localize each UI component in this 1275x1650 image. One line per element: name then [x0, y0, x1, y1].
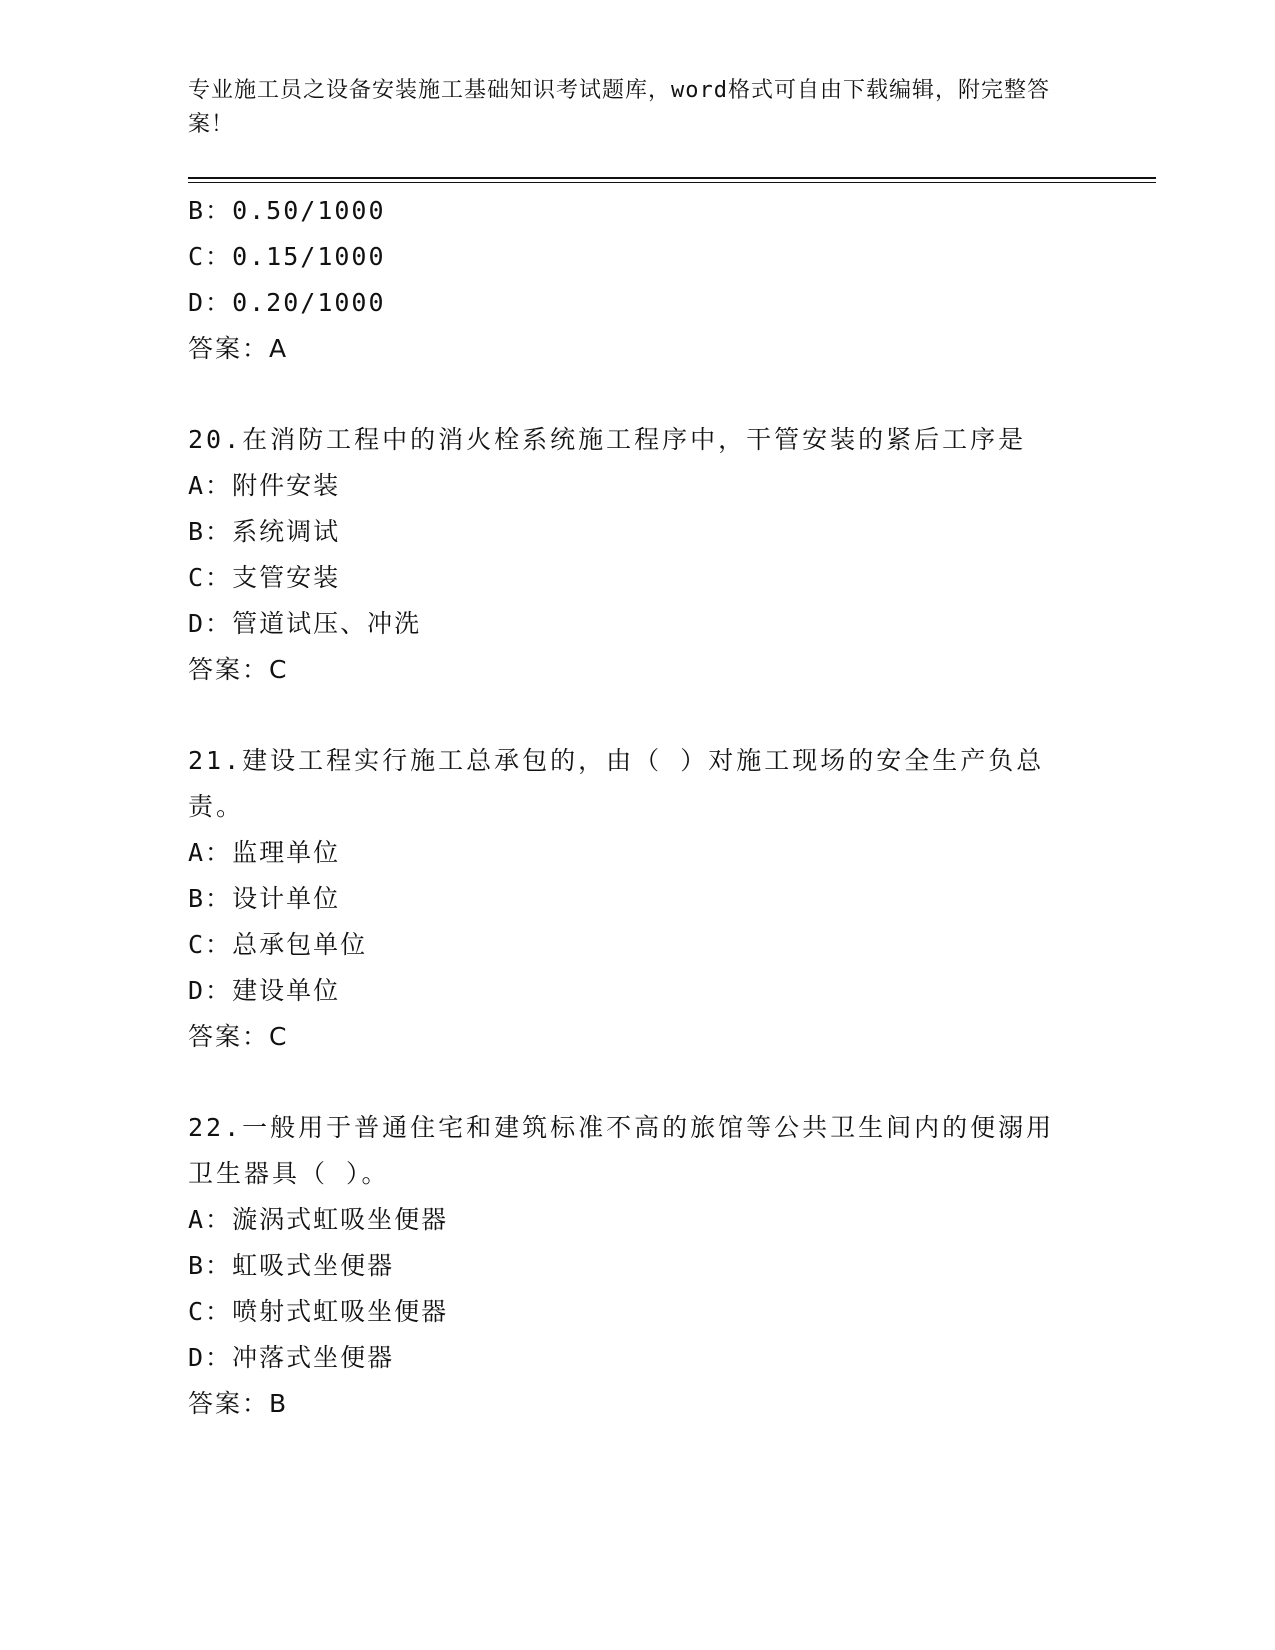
prev-question — [188, 188, 1088, 372]
question-20 — [188, 417, 1088, 693]
header-rule-thick — [188, 177, 1156, 179]
option-label: B： — [188, 517, 233, 546]
option-a — [188, 463, 1088, 509]
option-label: D： — [188, 288, 233, 317]
spacer — [188, 1060, 1088, 1105]
document-header: 专业施工员之设备安装施工基础知识考试题库，word格式可自由下载编辑，附完整答案！ — [188, 78, 1050, 137]
answer: 答案：B — [188, 1389, 289, 1418]
option-text: 0.20/1000 — [232, 288, 386, 317]
option-label: B： — [188, 196, 233, 225]
option-d — [188, 1335, 1088, 1381]
option-text: 监理单位 — [232, 838, 341, 867]
option-text: 喷射式虹吸坐便器 — [232, 1297, 449, 1326]
option-text: 冲落式坐便器 — [232, 1343, 395, 1372]
question-stem: 21.建设工程实行施工总承包的，由（ ）对施工现场的安全生产负总责。 — [188, 746, 1045, 821]
option-b — [188, 188, 1088, 234]
option-text: 虹吸式坐便器 — [232, 1251, 395, 1280]
option-text: 支管安装 — [232, 563, 341, 592]
option-text: 0.15/1000 — [232, 242, 386, 271]
question-21 — [188, 738, 1088, 1060]
question-stem: 20.在消防工程中的消火栓系统施工程序中，干管安装的紧后工序是 — [188, 425, 1027, 454]
question-stem: 22.一般用于普通住宅和建筑标准不高的旅馆等公共卫生间内的便溺用卫生器具（ ）。 — [188, 1113, 1055, 1188]
option-a — [188, 1197, 1088, 1243]
option-text: 设计单位 — [232, 884, 341, 913]
option-d — [188, 601, 1088, 647]
option-text: 附件安装 — [232, 471, 341, 500]
option-b — [188, 876, 1088, 922]
answer: 答案：C — [188, 1022, 289, 1051]
option-text: 总承包单位 — [232, 930, 368, 959]
option-label: C： — [188, 1297, 233, 1326]
option-a — [188, 830, 1088, 876]
spacer — [188, 693, 1088, 738]
option-text: 管道试压、冲洗 — [232, 609, 422, 638]
option-text: 建设单位 — [232, 976, 341, 1005]
option-d — [188, 968, 1088, 1014]
option-c — [188, 922, 1088, 968]
option-label: A： — [188, 838, 233, 867]
option-label: D： — [188, 609, 233, 638]
header-rule-thin — [188, 182, 1156, 183]
question-list — [188, 188, 1088, 1427]
option-text: 0.50/1000 — [232, 196, 386, 225]
option-d — [188, 280, 1088, 326]
option-label: C： — [188, 563, 233, 592]
option-c — [188, 555, 1088, 601]
option-label: D： — [188, 1343, 233, 1372]
option-text: 漩涡式虹吸坐便器 — [232, 1205, 449, 1234]
option-label: C： — [188, 930, 233, 959]
answer: 答案：C — [188, 655, 289, 684]
option-c — [188, 234, 1088, 280]
option-label: D： — [188, 976, 233, 1005]
answer: 答案：A — [188, 334, 289, 363]
option-b — [188, 1243, 1088, 1289]
option-b — [188, 509, 1088, 555]
option-label: B： — [188, 884, 233, 913]
option-label: B： — [188, 1251, 233, 1280]
question-22 — [188, 1105, 1088, 1427]
spacer — [188, 372, 1088, 417]
option-label: A： — [188, 471, 233, 500]
option-label: C： — [188, 242, 233, 271]
option-text: 系统调试 — [232, 517, 341, 546]
option-c — [188, 1289, 1088, 1335]
option-label: A： — [188, 1205, 233, 1234]
